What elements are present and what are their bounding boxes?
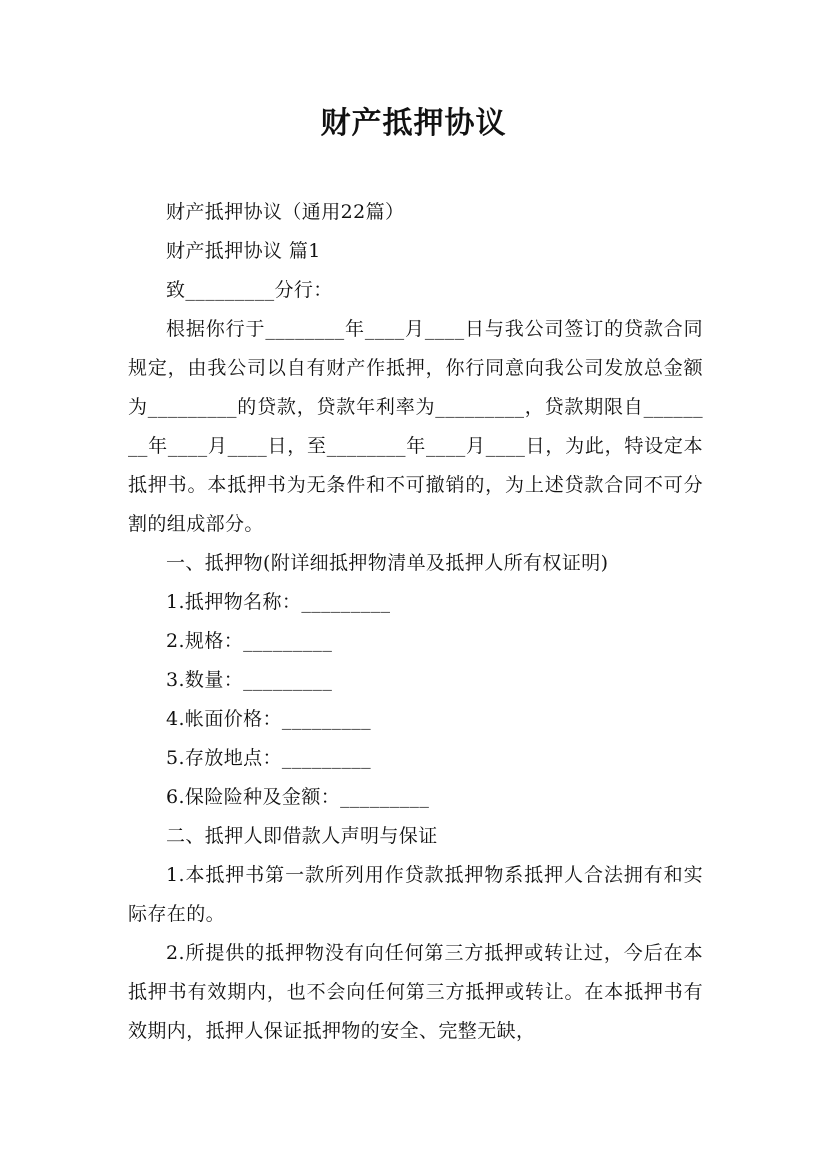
collateral-book-value-line: 4.帐面价格：_________	[166, 708, 372, 730]
section-heading: 财产抵押协议 篇1	[166, 240, 321, 262]
intro-paragraph: 根据你行于________年____月____日与我公司签订的贷款合同规定，由我公司以自有财产作抵押，你行同意向我公司发放总金额为_________的贷款，贷款年利率为_________，贷款期限自________年____月____日，至________年____月____日，为此，特设定本抵押书。本抵押书为无条件和不可撤销的，为上述贷款合同不可分割的组成部分。	[128, 318, 703, 535]
addressee-line: 致_________分行：	[166, 279, 333, 301]
document-body	[128, 193, 703, 1051]
declaration-item-2: 2.所提供的抵押物没有向任何第三方抵押或转让过，今后在本抵押书有效期内，也不会向任何第三方抵押或转让。在本抵押书有效期内，抵押人保证抵押物的安全、完整无缺，	[128, 942, 703, 1042]
collateral-insurance-line: 6.保险险种及金额：_________	[166, 786, 430, 808]
clause-heading-declaration: 二、抵押人即借款人声明与保证	[166, 825, 438, 847]
collateral-name-line: 1.抵押物名称：_________	[166, 591, 391, 613]
declaration-item-1: 1.本抵押书第一款所列用作贷款抵押物系抵押人合法拥有和实际存在的。	[128, 864, 703, 925]
document-title: 财产抵押协议	[320, 106, 507, 141]
collateral-quantity-line: 3.数量：_________	[166, 669, 333, 691]
collateral-spec-line: 2.规格：_________	[166, 630, 333, 652]
clause-heading-collateral: 一、抵押物(附详细抵押物清单及抵押人所有权证明)	[166, 552, 609, 574]
document-subtitle: 财产抵押协议（通用22篇）	[166, 201, 405, 223]
collateral-location-line: 5.存放地点：_________	[166, 747, 372, 769]
